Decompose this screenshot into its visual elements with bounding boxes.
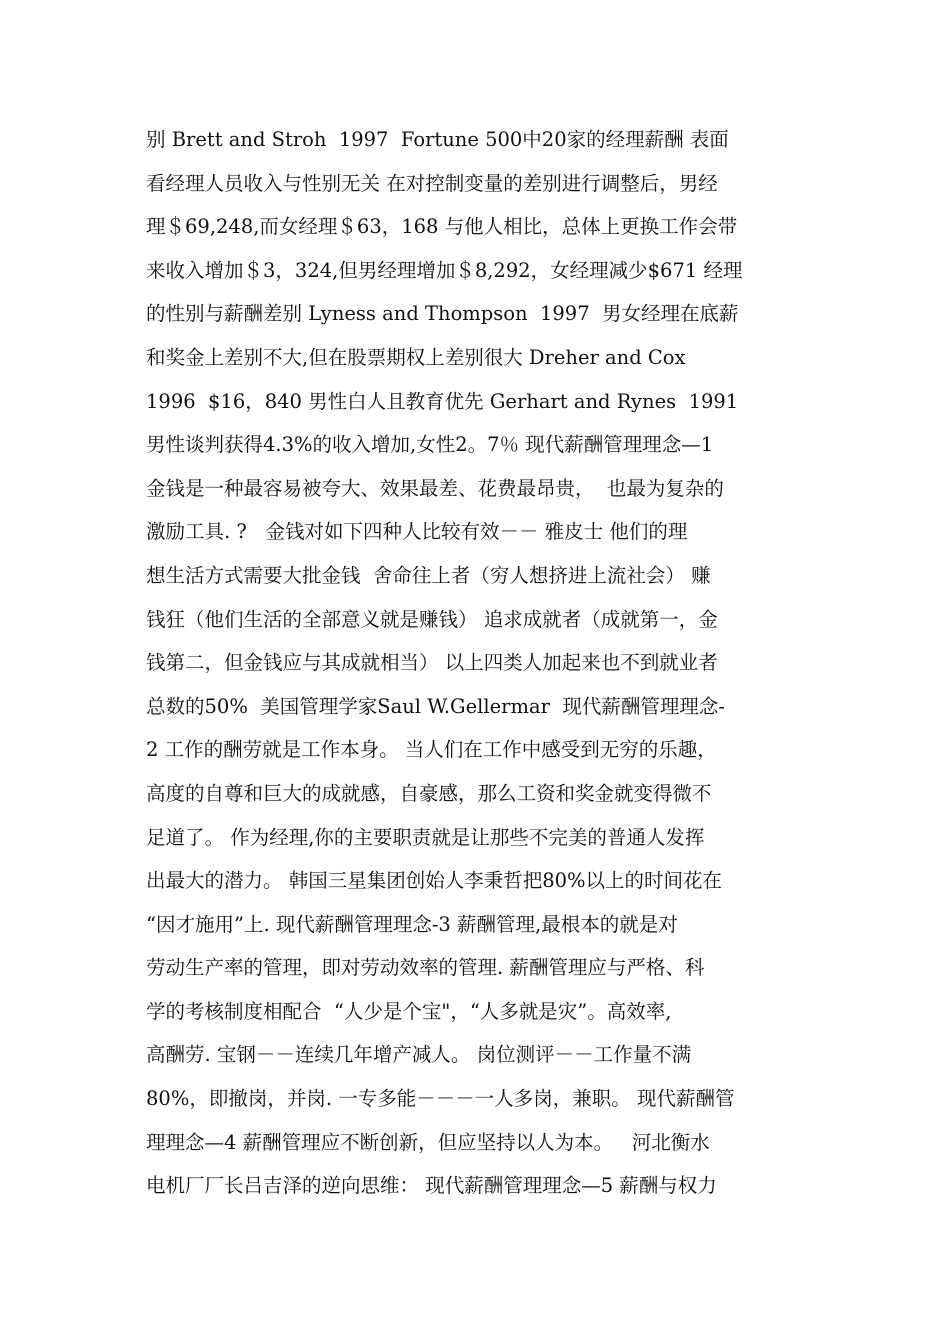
text-line-8: 男性谈判获得4.3%的收入增加,女性2。7％ 现代薪酬管理理念—1 — [146, 433, 714, 457]
text-line-25: 电机厂厂长吕吉泽的逆向思维： 现代薪酬管理理念—5 薪酬与权力 — [146, 1174, 717, 1198]
text-line-20: 劳动生产率的管理，即对劳动效率的管理. 薪酬管理应与严格、科 — [146, 956, 705, 980]
text-line-5: 的性别与薪酬差别 Lyness and Thompson 1997 男女经理在底薪 — [146, 302, 739, 326]
text-line-6: 和奖金上差别不大,但在股票期权上差别很大 Dreher and Cox — [146, 345, 686, 369]
text-line-13: 钱第二，但金钱应与其成就相当） 以上四类人加起来也不到就业者 — [146, 651, 718, 675]
text-line-10: 激励工具. ? 金钱对如下四种人比较有效－－ 雅皮士 他们的理 — [146, 520, 688, 544]
text-line-1: 别 Brett and Stroh 1997 Fortune 500中20家的经理薪酬 表面 — [146, 128, 729, 151]
body-text — [146, 118, 816, 1208]
text-line-4: 来收入增加＄3，324,但男经理增加＄8,292，女经理减少$671 经理 — [146, 258, 743, 282]
text-line-23: 80%，即撤岗，并岗. 一专多能－－－一人多岗，兼职。 现代薪酬管 — [146, 1087, 735, 1111]
text-line-19: “因才施用”上. 现代薪酬管理理念-3 薪酬管理,最根本的就是对 — [146, 912, 678, 936]
text-line-22: 高酬劳. 宝钢－－连续几年增产减人。 岗位测评－－工作量不满 — [146, 1043, 692, 1067]
text-line-21: 学的考核制度相配合 “人少是个宝"，“人多就是灾”。高效率, — [146, 999, 672, 1023]
text-line-15: 2 工作的酬劳就是工作本身。 当人们在工作中感受到无穷的乐趣， — [146, 738, 717, 762]
text-line-9: 金钱是一种最容易被夸大、效果最差、花费最昂贵， 也最为复杂的 — [146, 476, 724, 500]
text-line-7: 1996 $16，840 男性白人且教育优先 Gerhart and Rynes 1991 — [146, 389, 739, 413]
text-line-2: 看经理人员收入与性别无关 在对控制变量的差别进行调整后，男经 — [146, 171, 718, 195]
text-line-14: 总数的50% 美国管理学家Saul W.Gellermar 现代薪酬管理理念- — [146, 694, 725, 718]
text-line-18: 出最大的潜力。 韩国三星集团创始人李秉哲把80%以上的时间花在 — [146, 869, 723, 893]
text-line-11: 想生活方式需要大批金钱 舍命往上者（穷人想挤进上流社会） 赚 — [146, 563, 711, 587]
text-line-17: 足道了。 作为经理,你的主要职责就是让那些不完美的普通人发挥 — [146, 825, 705, 849]
text-line-3: 理＄69,248,而女经理＄63，168 与他人相比，总体上更换工作会带 — [146, 215, 738, 239]
text-line-16: 高度的自尊和巨大的成就感，自豪感，那么工资和奖金就变得微不 — [146, 781, 712, 805]
text-line-12: 钱狂（他们生活的全部意义就是赚钱） 追求成就者（成就第一，金 — [146, 607, 718, 631]
text-line-24: 理理念—4 薪酬管理应不断创新，但应坚持以人为本。 河北衡水 — [146, 1130, 710, 1154]
